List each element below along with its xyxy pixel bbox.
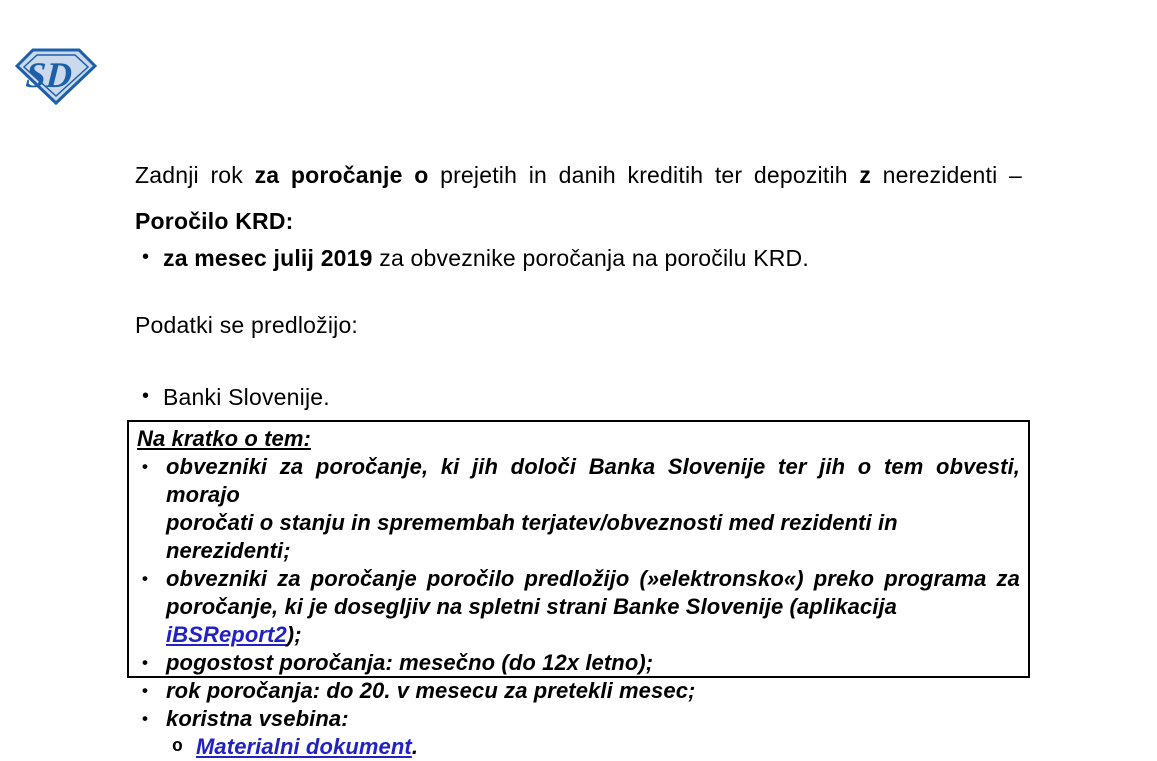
bullet-disc-icon: • <box>142 709 149 728</box>
info-bullet-2-line2-pre: poročanje, ki je dosegljiv na spletni strani Banke Slovenije (aplikacija <box>166 594 898 619</box>
info-bullet-2-line2 <box>166 593 1020 649</box>
info-sub-bullet <box>137 733 1020 761</box>
sd-logo-graphic <box>14 46 98 106</box>
intro-run3: prejetih in danih kreditih ter depozitih <box>440 162 860 188</box>
info-sub-bullet-after: . <box>411 734 419 759</box>
intro-run4-bold: z <box>859 162 883 188</box>
info-box-title: Na kratko o tem: <box>137 426 311 451</box>
intro-run2-bold: za poročanje o <box>254 162 441 188</box>
bullet-disc-icon: • <box>142 569 149 588</box>
info-bullet-2-line2-post: ); <box>286 622 302 647</box>
info-bullet-5-text: koristna vsebina: <box>166 706 349 731</box>
deadline-regular: za obveznike poročanja na poročilu KRD. <box>372 245 809 271</box>
intro-line1 <box>135 162 1022 189</box>
info-bullet-4-text: rok poročanja: do 20. v mesecu za pretekli mesec; <box>166 678 696 703</box>
bullet-disc-icon: • <box>142 385 150 407</box>
info-bullet-3 <box>137 649 1020 677</box>
sd-logo <box>14 46 98 106</box>
bullet-disc-icon: • <box>142 653 149 672</box>
info-bullet-1-line1: obvezniki za poročanje, ki jih določi Banka Slovenije ter jih o tem obvesti, morajo <box>166 454 1020 507</box>
info-bullet-4 <box>137 677 1020 705</box>
intro-run5: nerezidenti – <box>882 162 1022 188</box>
info-bullet-2 <box>137 565 1020 649</box>
intro-line2: Poročilo KRD: <box>135 208 294 234</box>
ibsreport2-link[interactable]: iBSReport2 <box>166 622 287 647</box>
info-bullet-2-line1: obvezniki za poročanje poročilo predložijo (»elektronsko«) preko programa za <box>166 566 1020 591</box>
submission-bullet-row <box>135 384 663 411</box>
info-bullet-1 <box>137 453 1020 565</box>
info-bullet-3-text: pogostost poročanja: mesečno (do 12x letno); <box>166 650 654 675</box>
submission-bullet-text: Banki Slovenije. <box>163 384 330 410</box>
info-box <box>127 420 1030 759</box>
bullet-disc-icon: • <box>142 681 149 700</box>
intro-run1: Zadnji rok <box>135 162 255 188</box>
bullet-disc-icon: • <box>142 246 150 268</box>
submission-heading: Podatki se predložijo: <box>135 312 359 338</box>
bullet-disc-icon: • <box>142 457 149 476</box>
deadline-bullet-row <box>135 245 1063 272</box>
logo-letters: SD <box>24 55 74 95</box>
bullet-circle-icon: o <box>172 737 183 757</box>
deadline-bold: za mesec julij 2019 <box>163 245 373 271</box>
info-bullet-1-line2: poročati o stanju in spremembah terjatev/obveznosti med rezidenti in nerezidenti; <box>166 510 898 563</box>
materialni-dokument-link[interactable]: Materialni dokument <box>196 734 412 759</box>
info-bullet-5 <box>137 705 1020 733</box>
